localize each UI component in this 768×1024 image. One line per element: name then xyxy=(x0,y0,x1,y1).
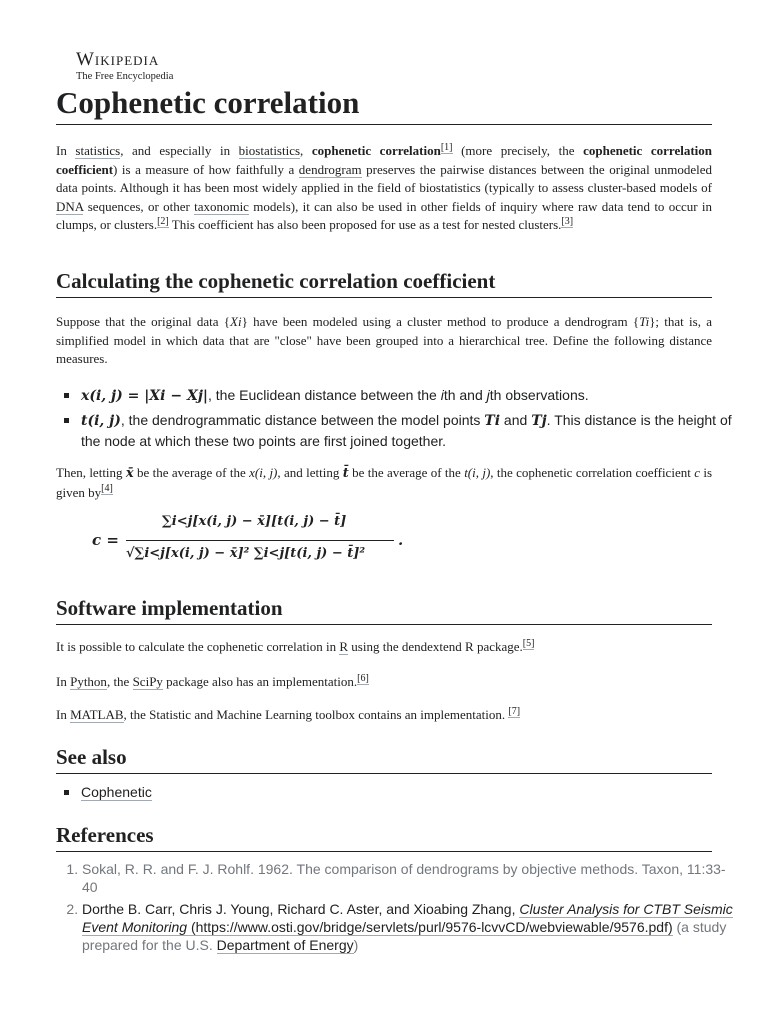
wikipedia-logo[interactable] xyxy=(76,50,216,83)
link-python[interactable]: Python xyxy=(70,674,107,689)
intro-paragraph: In statistics, and especially in biostatistics, cophenetic correlation[1] (more precisely, the cophenetic correlation coefficient) is a measure of how faithfully a dendrogram preserves the pairwise distances between the original unmodeled data points. Although it has been most widely applied in the field of biostatistics (typically to assess cluster-based models of DNA sequences, or other taxonomic models), it can also be used in other fields of inquiry where raw data tend to occur in clumps, or clusters.[2] This coefficient has also been proposed for use as a test for nested clusters.[3] xyxy=(56,141,713,232)
ref-link-5[interactable]: [5] xyxy=(522,637,535,649)
ref-link-6[interactable]: [6] xyxy=(357,672,369,684)
software-paragraph-python: In Python, the SciPy package also has an implementation.[6] xyxy=(56,672,369,689)
link-dendrogram[interactable]: dendrogram xyxy=(298,161,362,177)
link-statistics[interactable]: statistics xyxy=(75,143,121,158)
page-title: Cophenetic correlation xyxy=(56,84,712,125)
logo-title: Wikipedia xyxy=(76,49,160,70)
cophenetic-formula xyxy=(92,514,422,578)
list-item: t(i, j), the dendrogrammatic distance between the model points Ti and Tj. This distance is the height of the node at which these two points are first joined together. xyxy=(81,410,737,451)
ref-link-2[interactable]: [2] xyxy=(157,215,169,227)
link-scipy[interactable]: SciPy xyxy=(132,674,163,689)
link-biostatistics[interactable]: biostatistics xyxy=(238,143,301,158)
link-cophenetic[interactable]: Cophenetic xyxy=(81,784,152,800)
link-dna[interactable]: DNA xyxy=(56,198,84,214)
ref-link-7[interactable]: [7] xyxy=(508,705,521,717)
references-list xyxy=(56,860,738,958)
see-also-list xyxy=(56,782,737,806)
heading-software: Software implementation xyxy=(56,595,712,625)
link-osti-url[interactable]: (https://www.osti.gov/bridge/servlets/purl/9576-lcvvCD/webviewable/9576.pdf) xyxy=(187,919,673,935)
link-taxonomic[interactable]: taxonomic xyxy=(194,198,249,214)
link-cluster-analysis[interactable]: Cluster Analysis for CTBT Seismic Event Monitoring xyxy=(82,901,733,935)
link-department-of-energy[interactable]: Department of Energy xyxy=(216,937,354,953)
heading-calculating: Calculating the cophenetic correlation coefficient xyxy=(56,268,712,298)
formula-lhs: c = xyxy=(92,531,119,549)
heading-see-also: See also xyxy=(56,744,712,774)
list-item: x(i, j) = |Xi − Xj|, the Euclidean distance between the ith and jth observations. xyxy=(81,385,737,406)
calc-paragraph-2: Then, letting x̄ be the average of the x(i, j), and letting t̄ be the average of the t(i, j), the cophenetic correlation coefficient c is given by[4] xyxy=(56,465,713,500)
ref-link-4[interactable]: [4] xyxy=(101,483,113,495)
logo-subtitle: The Free Encyclopedia xyxy=(76,71,174,82)
fraction-bar xyxy=(126,540,394,541)
formula-end: . xyxy=(398,531,404,549)
formula-denominator: √∑i<j[x(i, j) − x̄]² ∑i<j[t(i, j) − t̄]² xyxy=(126,546,366,561)
formula-numerator: ∑i<j[x(i, j) − x̄][t(i, j) − t̄] xyxy=(162,514,347,529)
reference-item: 2. Dorthe B. Carr, Chris J. Young, Richard C. Aster, and Xioabing Zhang, Cluster Analysis for CTBT Seismic Event Monitoring (https://www.osti.gov/bridge/servlets/purl/9576-lcvvCD/webviewable/9576.pdf) (a study prepared for the U.S. Department of Energy) xyxy=(82,900,738,954)
link-r[interactable]: R xyxy=(339,639,349,654)
ref-link-3[interactable]: [3] xyxy=(561,215,574,227)
reference-item: 1. Sokal, R. R. and F. J. Rohlf. 1962. The comparison of dendrograms by objective methods. Taxon, 11:33-40 xyxy=(82,860,738,896)
list-item xyxy=(81,782,737,802)
heading-references: References xyxy=(56,822,712,852)
ref-link-1[interactable]: [1] xyxy=(440,141,453,153)
calc-paragraph-1: Suppose that the original data {Xi} have been modeled using a cluster method to produce a dendrogram {Ti}; that is, a simplified model in which data that are "close" have been grouped into a hierarchical tree. Define the following distance measures. xyxy=(56,314,712,366)
software-paragraph-r: It is possible to calculate the cophenetic correlation in R using the dendextend R package.[5] xyxy=(56,637,535,654)
distance-measures-list xyxy=(56,385,737,455)
link-matlab[interactable]: MATLAB xyxy=(70,707,124,722)
software-paragraph-matlab: In MATLAB, the Statistic and Machine Learning toolbox contains an implementation. [7] xyxy=(56,705,521,722)
